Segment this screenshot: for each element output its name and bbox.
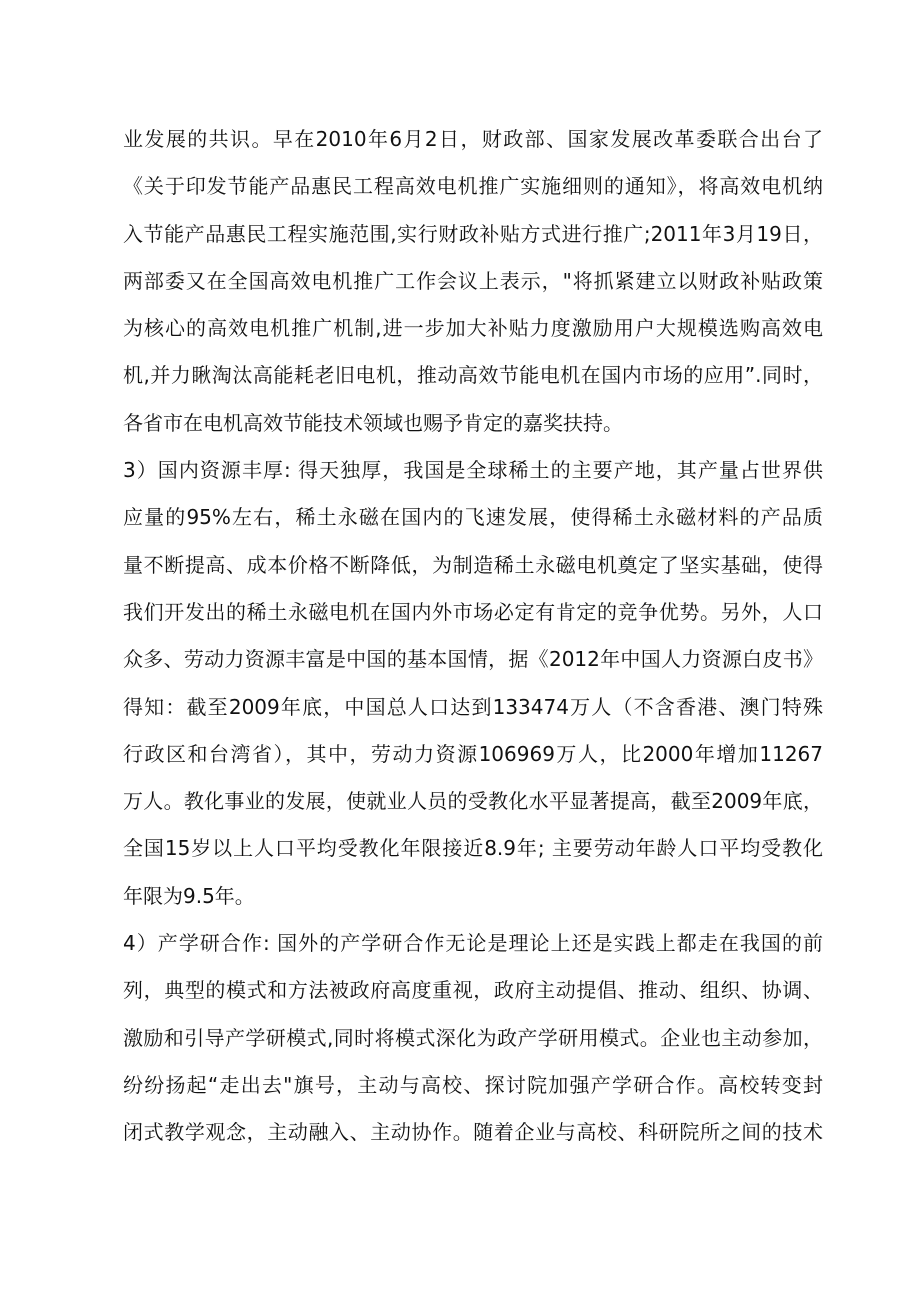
text-line: 众多、劳动力资源丰富是中国的基本国情，据《2012年中国人力资源白皮书》	[123, 647, 823, 672]
body-text	[123, 116, 823, 1157]
text-line: 为核心的高效电机推广机制,进一步加大补贴力度激励用户大规模选购高效电	[123, 316, 823, 341]
text-line: 激励和引导产学研模式,同时将模式深化为政产学研用模式。企业也主动参加，	[123, 1025, 823, 1050]
text-line: 机,并力瞅淘汰高能耗老旧电机，推动高效节能电机在国内市场的应用”.同时，	[123, 363, 823, 388]
text-line: 纷纷扬起“走出去"旗号，主动与高校、探讨院加强产学研合作。高校转变封	[123, 1072, 823, 1097]
text-line: 各省市在电机高效节能技术领域也赐予肯定的嘉奖扶持。	[123, 410, 623, 435]
text-line: 应量的95%左右，稀土永磁在国内的飞速发展，使得稀土永磁材料的产品质	[123, 505, 823, 530]
text-line: 万人。教化事业的发展，使就业人员的受教化水平显著提高，截至2009年底，	[123, 789, 823, 814]
text-line: 4）产学研合作: 国外的产学研合作无论是理论上还是实践上都走在我国的前	[123, 931, 823, 956]
text-line: 闭式教学观念，主动融入、主动协作。随着企业与高校、科研院所之间的技术	[123, 1120, 823, 1145]
text-line: 得知：截至2009年底，中国总人口达到133474万人（不含香港、澳门特殊	[123, 694, 823, 719]
text-line: 《关于印发节能产品惠民工程高效电机推广实施细则的通知》，将高效电机纳	[123, 174, 823, 199]
text-line: 年限为9.5年。	[123, 883, 255, 908]
text-line: 入节能产品惠民工程实施范围,实行财政补贴方式进行推广;2011年3月19日，	[123, 221, 823, 246]
text-line: 3）国内资源丰厚: 得天独厚，我国是全球稀土的主要产地，其产量占世界供	[123, 458, 823, 483]
text-line: 列，典型的模式和方法被政府高度重视，政府主动提倡、推动、组织、协调、	[123, 978, 823, 1003]
text-line: 两部委又在全国高效电机推广工作会议上表示，"将抓紧建立以财政补贴政策	[123, 268, 823, 293]
text-line: 全国15岁以上人口平均受教化年限接近8.9年; 主要劳动年龄人口平均受教化	[123, 836, 823, 861]
text-line: 量不断提高、成本价格不断降低，为制造稀土永磁电机奠定了坚实基础，使得	[123, 552, 823, 577]
text-line: 行政区和台湾省），其中，劳动力资源106969万人，比2000年增加11267	[123, 741, 823, 766]
text-line: 业发展的共识。早在2010年6月2日，财政部、国家发展改革委联合出台了	[123, 127, 823, 151]
text-line: 我们开发出的稀土永磁电机在国内外市场必定有肯定的竞争优势。另外，人口	[123, 599, 823, 624]
